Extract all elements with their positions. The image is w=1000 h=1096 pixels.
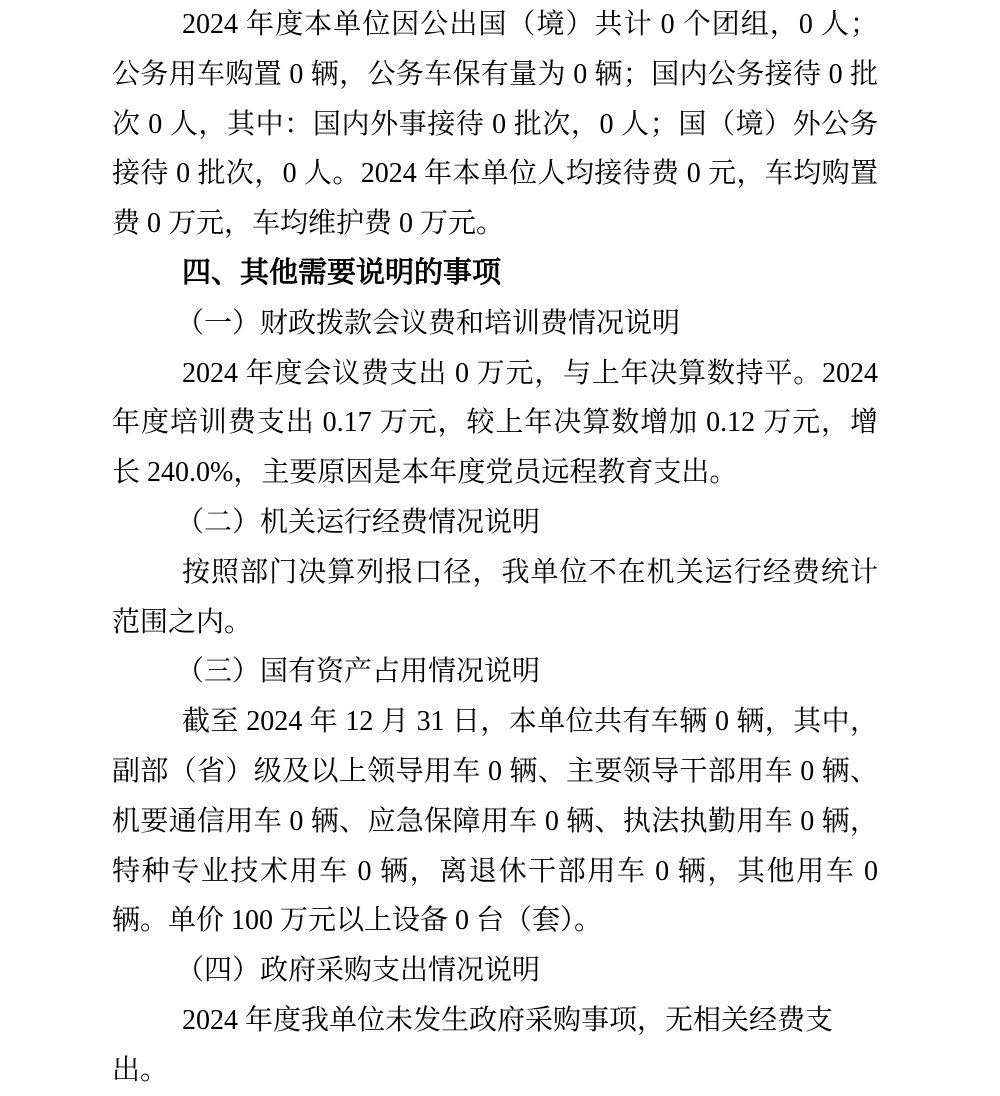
subsection-heading-state-assets: （三）国有资产占用情况说明 <box>176 656 541 688</box>
paragraph-travel-vehicle-reception-stats: 2024 年度本单位因公出国（境）共计 0 个团组，0 人；公务用车购置 0 辆，公务车保有量为 0 辆；国内公务接待 0 批次 0 人，其中：国内外事接待 0 批次，0 人；国（境）外公务接待 0 批次，0 人。2024 年本单位人均接待费 0 元，车均购置费 0 万元，车均维护费 0 万元。 <box>112 9 878 240</box>
subsection-heading-meeting-training-fees: （一）财政拨款会议费和培训费情况说明 <box>176 307 681 339</box>
paragraph-meeting-training-fee-details: 2024 年度会议费支出 0 万元，与上年决算数持平。2024 年度培训费支出 0.17 万元，较上年决算数增加 0.12 万元，增长 240.0%，主要原因是本年度党员远程教育支出。 <box>112 357 878 489</box>
paragraph-state-assets-details: 截至 2024 年 12 月 31 日，本单位共有车辆 0 辆，其中，副部（省）级及以上领导用车 0 辆、主要领导干部用车 0 辆、机要通信用车 0 辆、应急保障用车 0 辆、执法执勤用车 0 辆，特种专业技术用车 0 辆，离退休干部用车 0 辆，其他用车 0 辆。单价 100 万元以上设备 0 台（套）。 <box>112 706 878 937</box>
paragraph-operating-expenses-details: 按照部门决算列报口径，我单位不在机关运行经费统计范围之内。 <box>112 556 878 638</box>
paragraph-government-procurement-details: 2024 年度我单位未发生政府采购事项，无相关经费支出。 <box>112 1004 834 1086</box>
subsection-heading-government-procurement: （四）政府采购支出情况说明 <box>176 955 541 987</box>
subsection-heading-operating-expenses: （二）机关运行经费情况说明 <box>176 506 541 538</box>
section-heading-other-matters: 四、其他需要说明的事项 <box>182 256 502 289</box>
